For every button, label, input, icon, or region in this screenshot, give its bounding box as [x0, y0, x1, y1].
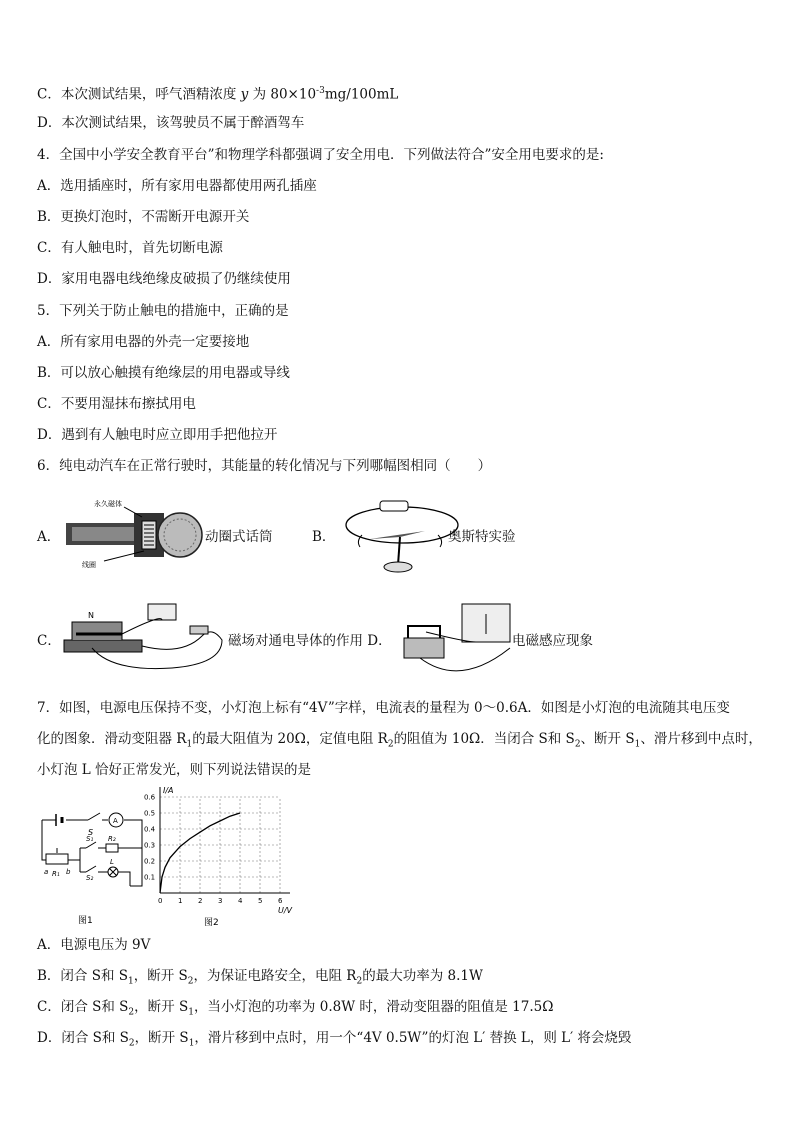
battery [380, 501, 408, 511]
q6-option-b-letter: B． [312, 529, 336, 545]
q6-option-a-caption: 动圈式话筒 [205, 529, 273, 545]
chart-grid [160, 797, 280, 893]
magnet-base [404, 638, 444, 658]
power-supply [148, 604, 176, 620]
oersted-figure [340, 495, 465, 580]
q3-option-c-variable: y [240, 86, 249, 103]
q6-option-d-caption: 电磁感应现象 [512, 633, 593, 649]
y-axis-label: I/A [163, 786, 174, 795]
q7-option-b [37, 967, 483, 991]
q5-option-d: D．遇到有人触电时应立即用手把他拉开 [37, 427, 278, 443]
q4-option-d: D．家用电器电线绝缘皮破损了仍继续使用 [37, 271, 291, 287]
x-tick-label: 1 [178, 897, 183, 905]
q5-option-c: C．不要用湿抹布擦拭用电 [37, 396, 196, 412]
sub-2: 2 [356, 976, 363, 987]
q7-option-b-part-a: B．闭合 S和 S [37, 968, 128, 984]
q6-stem: 6．纯电动汽车在正常行驶时，其能量的转化情况与下列哪幅图相同（ ） [37, 458, 492, 474]
q7-stem-line3: 小灯泡 L 恰好正常发光，则下列说法错误的是 [37, 762, 312, 778]
q4-option-c: C．有人触电时，首先切断电源 [37, 240, 223, 256]
q7-line2-part-b: 的最大阻值为 20Ω，定值电阻 R [192, 731, 388, 747]
y-tick-label: 0.3 [144, 841, 156, 850]
sub-1: 1 [128, 976, 134, 987]
magnet-label: 永久磁体 [94, 500, 122, 508]
y-tick-label: 0.6 [144, 793, 156, 802]
diaphragm [158, 513, 202, 557]
label-s: S [88, 828, 94, 837]
switch-s [88, 813, 100, 820]
base-board [64, 640, 142, 652]
q7-option-d-part-c: ，滑片移到中点时，用一个“4V 0.5W”的灯泡 L′ 替换 L，则 L′ 将会烧毁 [194, 1030, 632, 1046]
q6-option-a-letter: A． [37, 529, 61, 545]
x-tick-label: 0 [158, 897, 163, 905]
q3-option-c-text: C．本次测试结果，呼气酒精浓度 [37, 86, 237, 103]
stand-base [384, 562, 412, 572]
sub-2: 2 [128, 1038, 135, 1049]
label-a-ammeter: A [113, 817, 118, 825]
q3-option-c-value: 为 80×10 [252, 86, 317, 103]
x-tick-label: 6 [278, 897, 283, 905]
label-s1: S₁ [86, 835, 94, 843]
y-tick-label: 0.4 [144, 825, 156, 834]
rheostat-body [46, 854, 68, 864]
q7-option-b-part-b: ，断开 S [133, 968, 188, 984]
north-pole-label: N [88, 611, 94, 620]
x-tick-label: 3 [218, 897, 223, 905]
switch-s2 [86, 866, 96, 872]
needle-stand [398, 537, 400, 565]
sub-1: 1 [186, 739, 193, 750]
q7-line2-part-e: 、滑片移到中点时， [640, 731, 762, 747]
x-tick-label: 4 [238, 897, 243, 905]
label-l: L [110, 858, 114, 866]
q7-option-b-part-c: ，为保证电路安全，电阻 R [193, 968, 357, 984]
q7-option-c-part-c: ，当小灯泡的功率为 0.8W 时，滑动变阻器的阻值是 17.5Ω [193, 999, 554, 1015]
q7-option-c-part-b: ，断开 S [134, 999, 189, 1015]
figure1-caption: 图1 [78, 916, 93, 926]
q4-option-b: B．更换灯泡时，不需断开电源开关 [37, 209, 250, 225]
q7-line2-part-a: 化的图象．滑动变阻器 R [37, 731, 187, 747]
y-tick-label: 0.1 [144, 873, 156, 882]
q7-option-d-part-a: D．闭合 S和 S [37, 1030, 129, 1046]
magnet-pointer [124, 507, 142, 517]
circuit-diagram [36, 808, 151, 928]
sub-2: 2 [187, 976, 194, 987]
wire-loop [346, 507, 458, 543]
q4-option-a: A．选用插座时，所有家用电器都使用两孔插座 [37, 178, 317, 194]
label-r2: R₂ [108, 835, 116, 843]
resistor-r2 [106, 844, 118, 852]
q7-option-d-part-b: ，断开 S [134, 1030, 189, 1046]
q7-line2-part-d: 、断开 S [580, 731, 635, 747]
sub-2: 2 [387, 739, 394, 750]
x-tick-label: 5 [258, 897, 263, 905]
label-r1: R₁ [52, 870, 60, 878]
coil-label: 线圈 [82, 561, 96, 569]
y-tick-label: 0.5 [144, 809, 156, 818]
motor-effect-figure [62, 600, 232, 675]
sub-1: 1 [634, 739, 641, 750]
q3-option-c-exponent: -3 [316, 86, 325, 96]
iu-graph [140, 785, 310, 935]
q5-stem: 5．下列关于防止触电的措施中，正确的是 [37, 303, 289, 319]
lamp-cross [110, 869, 117, 876]
q5-option-b: B．可以放心触摸有绝缘层的用电器或导线 [37, 365, 290, 381]
sub-1: 1 [188, 1038, 195, 1049]
x-tick-label: 2 [198, 897, 203, 905]
q3-option-c-unit: mg/100mL [324, 86, 399, 103]
horseshoe-magnet [408, 626, 440, 638]
label-b-end: b [66, 868, 71, 876]
q6-option-c-caption: 磁场对通电导体的作用 D． [228, 633, 392, 649]
label-a-end: a [44, 868, 49, 876]
current-arrow-right [438, 535, 442, 547]
q7-option-a: A．电源电压为 9V [37, 937, 151, 953]
sub-2: 2 [574, 739, 581, 750]
q3-option-c [37, 82, 398, 104]
q6-option-c-letter: C． [37, 633, 61, 649]
y-tick-label: 0.2 [144, 857, 156, 866]
q3-option-d: D．本次测试结果，该驾驶员不属于醉酒驾车 [37, 115, 305, 131]
q7-stem-line2 [37, 730, 762, 754]
q5-option-a: A．所有家用电器的外壳一定要接地 [37, 334, 250, 350]
q4-stem: 4．全国中小学安全教育平台”和物理学科都强调了安全用电．下列做法符合”安全用电要求的是: [37, 147, 604, 163]
q7-option-b-part-d: 的最大功率为 8.1W [362, 968, 483, 984]
chart-ticks [144, 794, 283, 906]
q6-option-b-caption: 奥斯特实验 [448, 529, 516, 545]
sub-2: 2 [128, 1007, 135, 1018]
x-axis-label: U/V [278, 906, 293, 915]
q7-stem-line1: 7．如图，电源电压保持不变，小灯泡上标有“4V”字样，电流表的量程为 0～0.6A．如图是小灯泡的电流随其电压变 [37, 700, 730, 716]
q7-option-c-part-a: C．闭合 S和 S [37, 999, 129, 1015]
label-s2: S₂ [86, 874, 94, 882]
figure2-caption: 图2 [204, 918, 219, 928]
left-wire [42, 820, 46, 860]
q7-option-c [37, 998, 553, 1022]
q7-line2-part-c: 的阻值为 10Ω．当闭合 S和 S [393, 731, 575, 747]
u-magnet [72, 622, 122, 640]
sub-1: 1 [188, 1007, 194, 1018]
switch [190, 626, 208, 634]
induction-figure [400, 598, 515, 678]
compass-needle [370, 531, 425, 539]
q7-option-d [37, 1029, 631, 1053]
microphone-figure [64, 495, 204, 575]
microphone-core [72, 527, 142, 541]
